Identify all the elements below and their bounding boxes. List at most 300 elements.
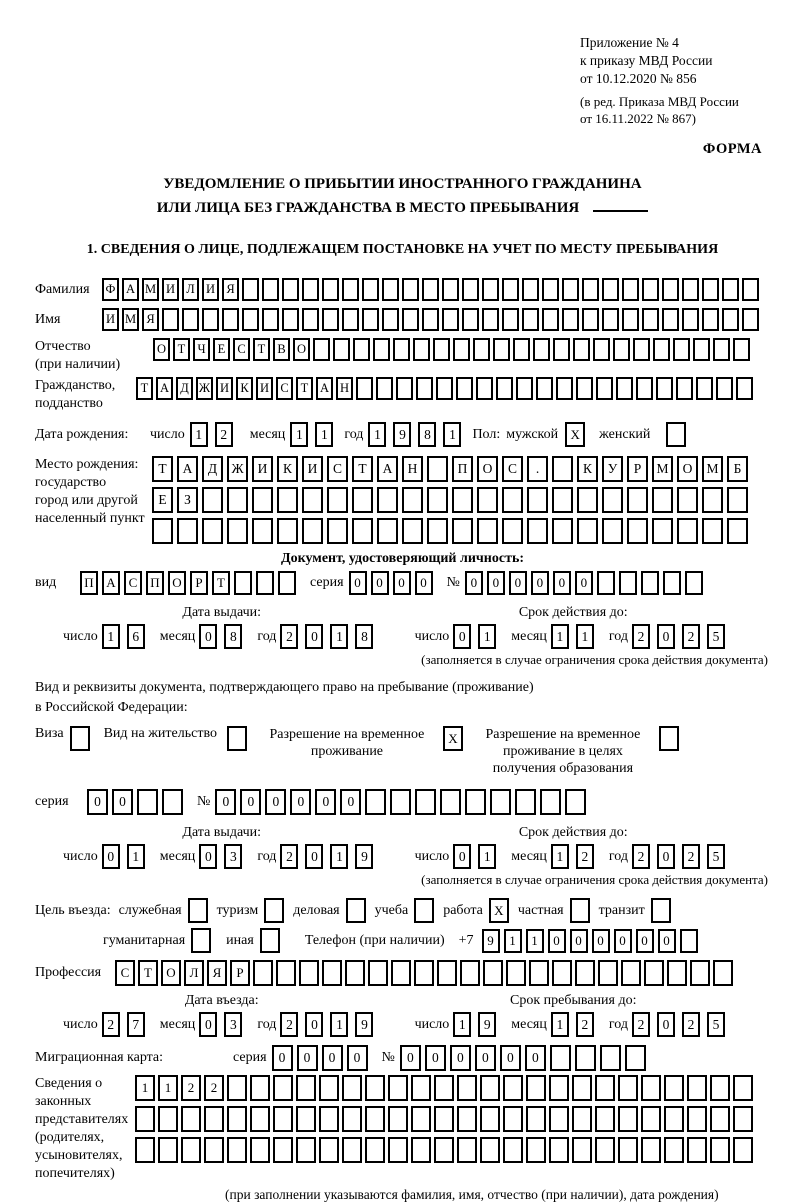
char-cell[interactable]: 0 <box>305 844 323 869</box>
char-cell[interactable]: И <box>216 377 233 400</box>
char-cell[interactable]: Я <box>207 960 227 986</box>
char-cell[interactable] <box>582 308 599 331</box>
char-cell[interactable] <box>302 308 319 331</box>
option-temp-residence-edu-checkbox[interactable] <box>659 726 679 751</box>
char-cell[interactable] <box>282 278 299 301</box>
char-cell[interactable] <box>621 960 641 986</box>
char-cell[interactable] <box>457 1106 477 1132</box>
char-cell[interactable] <box>727 518 748 544</box>
char-cell[interactable] <box>204 1106 224 1132</box>
char-cell[interactable] <box>602 487 623 513</box>
char-cell[interactable]: Н <box>336 377 353 400</box>
char-cell[interactable]: 2 <box>632 844 650 869</box>
char-cell[interactable] <box>135 1106 155 1132</box>
sex-female-checkbox[interactable] <box>666 422 686 447</box>
char-cell[interactable]: 1 <box>453 1012 471 1037</box>
char-cell[interactable]: 0 <box>199 624 217 649</box>
char-cell[interactable]: 0 <box>315 789 336 815</box>
char-cell[interactable] <box>416 377 433 400</box>
char-cell[interactable] <box>413 338 430 361</box>
char-cell[interactable]: 1 <box>443 422 461 447</box>
char-cell[interactable] <box>436 377 453 400</box>
char-cell[interactable]: О <box>168 571 186 595</box>
char-cell[interactable] <box>522 308 539 331</box>
char-cell[interactable] <box>502 308 519 331</box>
char-cell[interactable]: 2 <box>682 1012 700 1037</box>
char-cell[interactable] <box>516 377 533 400</box>
char-cell[interactable]: 0 <box>199 844 217 869</box>
char-cell[interactable]: 2 <box>576 844 594 869</box>
char-cell[interactable] <box>602 518 623 544</box>
char-cell[interactable]: Ч <box>193 338 210 361</box>
char-cell[interactable]: 0 <box>487 571 505 595</box>
char-cell[interactable] <box>562 278 579 301</box>
char-cell[interactable]: К <box>277 456 298 482</box>
char-cell[interactable] <box>440 789 461 815</box>
char-cell[interactable]: И <box>162 278 179 301</box>
option-residence-permit-checkbox[interactable] <box>227 726 247 751</box>
char-cell[interactable]: С <box>124 571 142 595</box>
char-cell[interactable] <box>273 1137 293 1163</box>
char-cell[interactable] <box>422 278 439 301</box>
char-cell[interactable] <box>434 1106 454 1132</box>
char-cell[interactable]: 5 <box>707 844 725 869</box>
char-cell[interactable]: 0 <box>371 571 389 595</box>
char-cell[interactable] <box>596 377 613 400</box>
char-cell[interactable]: 1 <box>315 422 333 447</box>
char-cell[interactable]: 0 <box>297 1045 318 1071</box>
char-cell[interactable] <box>457 1137 477 1163</box>
char-cell[interactable]: 0 <box>272 1045 293 1071</box>
char-cell[interactable] <box>202 308 219 331</box>
char-cell[interactable] <box>656 377 673 400</box>
char-cell[interactable]: 1 <box>290 422 308 447</box>
char-cell[interactable]: К <box>236 377 253 400</box>
char-cell[interactable] <box>362 278 379 301</box>
char-cell[interactable] <box>529 960 549 986</box>
char-cell[interactable] <box>552 487 573 513</box>
char-cell[interactable] <box>542 278 559 301</box>
purpose-work-checkbox[interactable]: X <box>489 898 509 923</box>
char-cell[interactable] <box>162 789 183 815</box>
char-cell[interactable] <box>641 1106 661 1132</box>
char-cell[interactable]: 0 <box>657 1012 675 1037</box>
char-cell[interactable] <box>636 377 653 400</box>
char-cell[interactable] <box>619 571 637 595</box>
char-cell[interactable]: 1 <box>504 929 522 953</box>
char-cell[interactable]: 2 <box>632 624 650 649</box>
char-cell[interactable]: Л <box>184 960 204 986</box>
char-cell[interactable] <box>177 518 198 544</box>
purpose-official-checkbox[interactable] <box>188 898 208 923</box>
char-cell[interactable]: Я <box>142 308 159 331</box>
char-cell[interactable]: 0 <box>453 844 471 869</box>
char-cell[interactable] <box>493 338 510 361</box>
char-cell[interactable] <box>262 308 279 331</box>
char-cell[interactable]: М <box>142 278 159 301</box>
char-cell[interactable] <box>202 518 223 544</box>
char-cell[interactable] <box>542 308 559 331</box>
char-cell[interactable] <box>352 518 373 544</box>
char-cell[interactable] <box>553 338 570 361</box>
char-cell[interactable]: 2 <box>102 1012 120 1037</box>
char-cell[interactable] <box>742 278 759 301</box>
char-cell[interactable] <box>602 278 619 301</box>
char-cell[interactable] <box>572 1137 592 1163</box>
char-cell[interactable] <box>733 1075 753 1101</box>
purpose-other-checkbox[interactable] <box>260 928 280 953</box>
char-cell[interactable]: Л <box>182 278 199 301</box>
char-cell[interactable] <box>682 308 699 331</box>
char-cell[interactable] <box>353 338 370 361</box>
char-cell[interactable]: 0 <box>548 929 566 953</box>
char-cell[interactable] <box>515 789 536 815</box>
char-cell[interactable]: 9 <box>478 1012 496 1037</box>
char-cell[interactable] <box>411 1137 431 1163</box>
char-cell[interactable] <box>550 1045 571 1071</box>
char-cell[interactable]: 0 <box>465 571 483 595</box>
char-cell[interactable] <box>342 1137 362 1163</box>
char-cell[interactable] <box>480 1106 500 1132</box>
char-cell[interactable]: 1 <box>478 624 496 649</box>
char-cell[interactable] <box>702 308 719 331</box>
char-cell[interactable] <box>702 518 723 544</box>
char-cell[interactable]: 1 <box>551 844 569 869</box>
char-cell[interactable] <box>222 308 239 331</box>
char-cell[interactable] <box>252 518 273 544</box>
char-cell[interactable]: 0 <box>112 789 133 815</box>
char-cell[interactable]: 2 <box>576 1012 594 1037</box>
char-cell[interactable] <box>433 338 450 361</box>
char-cell[interactable] <box>696 377 713 400</box>
char-cell[interactable] <box>540 789 561 815</box>
char-cell[interactable] <box>377 518 398 544</box>
char-cell[interactable] <box>181 1106 201 1132</box>
char-cell[interactable] <box>137 789 158 815</box>
char-cell[interactable] <box>680 929 698 953</box>
char-cell[interactable] <box>382 308 399 331</box>
char-cell[interactable]: Р <box>190 571 208 595</box>
char-cell[interactable] <box>402 308 419 331</box>
char-cell[interactable]: 2 <box>280 844 298 869</box>
char-cell[interactable] <box>677 487 698 513</box>
purpose-business-checkbox[interactable] <box>346 898 366 923</box>
char-cell[interactable]: 0 <box>340 789 361 815</box>
char-cell[interactable] <box>302 518 323 544</box>
char-cell[interactable] <box>388 1106 408 1132</box>
char-cell[interactable] <box>457 1075 477 1101</box>
char-cell[interactable] <box>577 518 598 544</box>
char-cell[interactable]: Н <box>402 456 423 482</box>
char-cell[interactable] <box>390 789 411 815</box>
char-cell[interactable] <box>575 960 595 986</box>
char-cell[interactable]: 0 <box>575 571 593 595</box>
char-cell[interactable] <box>250 1106 270 1132</box>
char-cell[interactable]: П <box>146 571 164 595</box>
char-cell[interactable] <box>662 308 679 331</box>
char-cell[interactable] <box>376 377 393 400</box>
char-cell[interactable]: 1 <box>330 624 348 649</box>
char-cell[interactable] <box>552 518 573 544</box>
char-cell[interactable]: Т <box>173 338 190 361</box>
char-cell[interactable] <box>627 487 648 513</box>
char-cell[interactable]: 2 <box>280 1012 298 1037</box>
char-cell[interactable] <box>345 960 365 986</box>
char-cell[interactable] <box>227 518 248 544</box>
char-cell[interactable] <box>278 571 296 595</box>
option-visa-checkbox[interactable] <box>70 726 90 751</box>
char-cell[interactable]: 0 <box>453 624 471 649</box>
char-cell[interactable] <box>434 1075 454 1101</box>
char-cell[interactable] <box>462 308 479 331</box>
char-cell[interactable] <box>641 1137 661 1163</box>
char-cell[interactable]: 9 <box>355 844 373 869</box>
char-cell[interactable]: 0 <box>531 571 549 595</box>
char-cell[interactable] <box>622 278 639 301</box>
char-cell[interactable] <box>522 278 539 301</box>
char-cell[interactable]: 1 <box>330 844 348 869</box>
char-cell[interactable] <box>442 278 459 301</box>
char-cell[interactable] <box>527 487 548 513</box>
char-cell[interactable]: 2 <box>181 1075 201 1101</box>
char-cell[interactable] <box>473 338 490 361</box>
char-cell[interactable] <box>342 278 359 301</box>
char-cell[interactable] <box>490 789 511 815</box>
char-cell[interactable]: Т <box>212 571 230 595</box>
char-cell[interactable] <box>641 1075 661 1101</box>
char-cell[interactable] <box>393 338 410 361</box>
char-cell[interactable]: Е <box>213 338 230 361</box>
char-cell[interactable] <box>362 308 379 331</box>
char-cell[interactable] <box>327 487 348 513</box>
char-cell[interactable]: Ж <box>227 456 248 482</box>
char-cell[interactable] <box>552 960 572 986</box>
char-cell[interactable]: . <box>527 456 548 482</box>
char-cell[interactable]: З <box>177 487 198 513</box>
char-cell[interactable]: В <box>273 338 290 361</box>
purpose-private-checkbox[interactable] <box>570 898 590 923</box>
char-cell[interactable] <box>319 1106 339 1132</box>
char-cell[interactable] <box>598 960 618 986</box>
char-cell[interactable] <box>162 308 179 331</box>
char-cell[interactable] <box>713 338 730 361</box>
char-cell[interactable] <box>227 1106 247 1132</box>
char-cell[interactable] <box>693 338 710 361</box>
purpose-transit-checkbox[interactable] <box>651 898 671 923</box>
char-cell[interactable]: 3 <box>224 844 242 869</box>
char-cell[interactable] <box>377 487 398 513</box>
char-cell[interactable] <box>322 960 342 986</box>
char-cell[interactable] <box>414 960 434 986</box>
purpose-tourism-checkbox[interactable] <box>264 898 284 923</box>
char-cell[interactable] <box>482 308 499 331</box>
char-cell[interactable]: 1 <box>576 624 594 649</box>
char-cell[interactable] <box>503 1075 523 1101</box>
char-cell[interactable]: 9 <box>355 1012 373 1037</box>
char-cell[interactable] <box>242 278 259 301</box>
char-cell[interactable] <box>536 377 553 400</box>
char-cell[interactable] <box>388 1137 408 1163</box>
char-cell[interactable]: 0 <box>240 789 261 815</box>
char-cell[interactable]: 1 <box>330 1012 348 1037</box>
char-cell[interactable] <box>302 278 319 301</box>
char-cell[interactable]: 0 <box>305 624 323 649</box>
char-cell[interactable]: 1 <box>190 422 208 447</box>
char-cell[interactable] <box>503 1137 523 1163</box>
char-cell[interactable] <box>572 1075 592 1101</box>
char-cell[interactable] <box>627 518 648 544</box>
char-cell[interactable]: 0 <box>215 789 236 815</box>
char-cell[interactable]: 0 <box>570 929 588 953</box>
char-cell[interactable] <box>182 308 199 331</box>
char-cell[interactable]: 0 <box>658 929 676 953</box>
char-cell[interactable]: А <box>377 456 398 482</box>
char-cell[interactable] <box>319 1075 339 1101</box>
char-cell[interactable] <box>633 338 650 361</box>
char-cell[interactable] <box>642 308 659 331</box>
option-temp-residence-checkbox[interactable]: X <box>443 726 463 751</box>
char-cell[interactable] <box>562 308 579 331</box>
char-cell[interactable] <box>277 487 298 513</box>
char-cell[interactable]: И <box>252 456 273 482</box>
char-cell[interactable] <box>727 487 748 513</box>
char-cell[interactable] <box>616 377 633 400</box>
char-cell[interactable]: 0 <box>475 1045 496 1071</box>
char-cell[interactable] <box>502 278 519 301</box>
char-cell[interactable] <box>411 1075 431 1101</box>
char-cell[interactable] <box>644 960 664 986</box>
char-cell[interactable] <box>733 1106 753 1132</box>
char-cell[interactable] <box>302 487 323 513</box>
char-cell[interactable]: 0 <box>657 844 675 869</box>
char-cell[interactable]: 3 <box>224 1012 242 1037</box>
char-cell[interactable]: С <box>276 377 293 400</box>
char-cell[interactable]: 1 <box>478 844 496 869</box>
char-cell[interactable]: П <box>452 456 473 482</box>
char-cell[interactable]: Е <box>152 487 173 513</box>
char-cell[interactable]: Т <box>253 338 270 361</box>
char-cell[interactable] <box>253 960 273 986</box>
char-cell[interactable]: 1 <box>102 624 120 649</box>
char-cell[interactable] <box>641 571 659 595</box>
char-cell[interactable]: 1 <box>158 1075 178 1101</box>
char-cell[interactable] <box>597 571 615 595</box>
char-cell[interactable]: 1 <box>135 1075 155 1101</box>
char-cell[interactable]: Р <box>230 960 250 986</box>
char-cell[interactable] <box>273 1106 293 1132</box>
char-cell[interactable]: 0 <box>349 571 367 595</box>
char-cell[interactable] <box>427 518 448 544</box>
char-cell[interactable] <box>667 960 687 986</box>
char-cell[interactable] <box>710 1106 730 1132</box>
char-cell[interactable]: С <box>233 338 250 361</box>
char-cell[interactable] <box>506 960 526 986</box>
char-cell[interactable] <box>713 960 733 986</box>
char-cell[interactable]: Т <box>352 456 373 482</box>
char-cell[interactable] <box>662 278 679 301</box>
char-cell[interactable] <box>277 518 298 544</box>
char-cell[interactable] <box>573 338 590 361</box>
char-cell[interactable] <box>618 1137 638 1163</box>
char-cell[interactable] <box>352 487 373 513</box>
char-cell[interactable] <box>502 518 523 544</box>
char-cell[interactable]: А <box>122 278 139 301</box>
char-cell[interactable] <box>365 1106 385 1132</box>
char-cell[interactable]: 0 <box>87 789 108 815</box>
char-cell[interactable] <box>234 571 252 595</box>
char-cell[interactable]: П <box>80 571 98 595</box>
char-cell[interactable]: 0 <box>509 571 527 595</box>
char-cell[interactable]: 1 <box>551 1012 569 1037</box>
char-cell[interactable] <box>526 1075 546 1101</box>
char-cell[interactable] <box>653 338 670 361</box>
char-cell[interactable] <box>296 1075 316 1101</box>
char-cell[interactable] <box>365 1137 385 1163</box>
char-cell[interactable] <box>434 1137 454 1163</box>
char-cell[interactable]: 0 <box>265 789 286 815</box>
char-cell[interactable] <box>556 377 573 400</box>
char-cell[interactable] <box>453 338 470 361</box>
char-cell[interactable]: 0 <box>290 789 311 815</box>
char-cell[interactable] <box>502 487 523 513</box>
char-cell[interactable] <box>396 377 413 400</box>
char-cell[interactable] <box>462 278 479 301</box>
char-cell[interactable] <box>465 789 486 815</box>
char-cell[interactable] <box>593 338 610 361</box>
char-cell[interactable]: А <box>156 377 173 400</box>
char-cell[interactable]: С <box>115 960 135 986</box>
char-cell[interactable] <box>687 1106 707 1132</box>
char-cell[interactable] <box>476 377 493 400</box>
char-cell[interactable] <box>322 278 339 301</box>
char-cell[interactable]: 8 <box>418 422 436 447</box>
char-cell[interactable]: С <box>327 456 348 482</box>
char-cell[interactable] <box>373 338 390 361</box>
char-cell[interactable]: 0 <box>415 571 433 595</box>
char-cell[interactable]: 0 <box>322 1045 343 1071</box>
char-cell[interactable] <box>702 278 719 301</box>
char-cell[interactable] <box>722 308 739 331</box>
char-cell[interactable]: С <box>502 456 523 482</box>
char-cell[interactable] <box>582 278 599 301</box>
char-cell[interactable] <box>575 1045 596 1071</box>
char-cell[interactable] <box>227 1137 247 1163</box>
char-cell[interactable] <box>442 308 459 331</box>
char-cell[interactable] <box>664 1106 684 1132</box>
char-cell[interactable] <box>299 960 319 986</box>
char-cell[interactable] <box>685 571 703 595</box>
char-cell[interactable] <box>642 278 659 301</box>
char-cell[interactable] <box>391 960 411 986</box>
char-cell[interactable] <box>460 960 480 986</box>
char-cell[interactable]: Ф <box>102 278 119 301</box>
char-cell[interactable]: 0 <box>525 1045 546 1071</box>
char-cell[interactable]: 0 <box>347 1045 368 1071</box>
char-cell[interactable]: 8 <box>224 624 242 649</box>
char-cell[interactable] <box>733 338 750 361</box>
char-cell[interactable]: 0 <box>450 1045 471 1071</box>
char-cell[interactable] <box>526 1137 546 1163</box>
char-cell[interactable] <box>477 518 498 544</box>
char-cell[interactable] <box>282 308 299 331</box>
char-cell[interactable]: 0 <box>657 624 675 649</box>
char-cell[interactable] <box>618 1106 638 1132</box>
char-cell[interactable] <box>549 1106 569 1132</box>
char-cell[interactable] <box>742 308 759 331</box>
char-cell[interactable]: И <box>302 456 323 482</box>
char-cell[interactable]: 2 <box>632 1012 650 1037</box>
char-cell[interactable] <box>250 1137 270 1163</box>
